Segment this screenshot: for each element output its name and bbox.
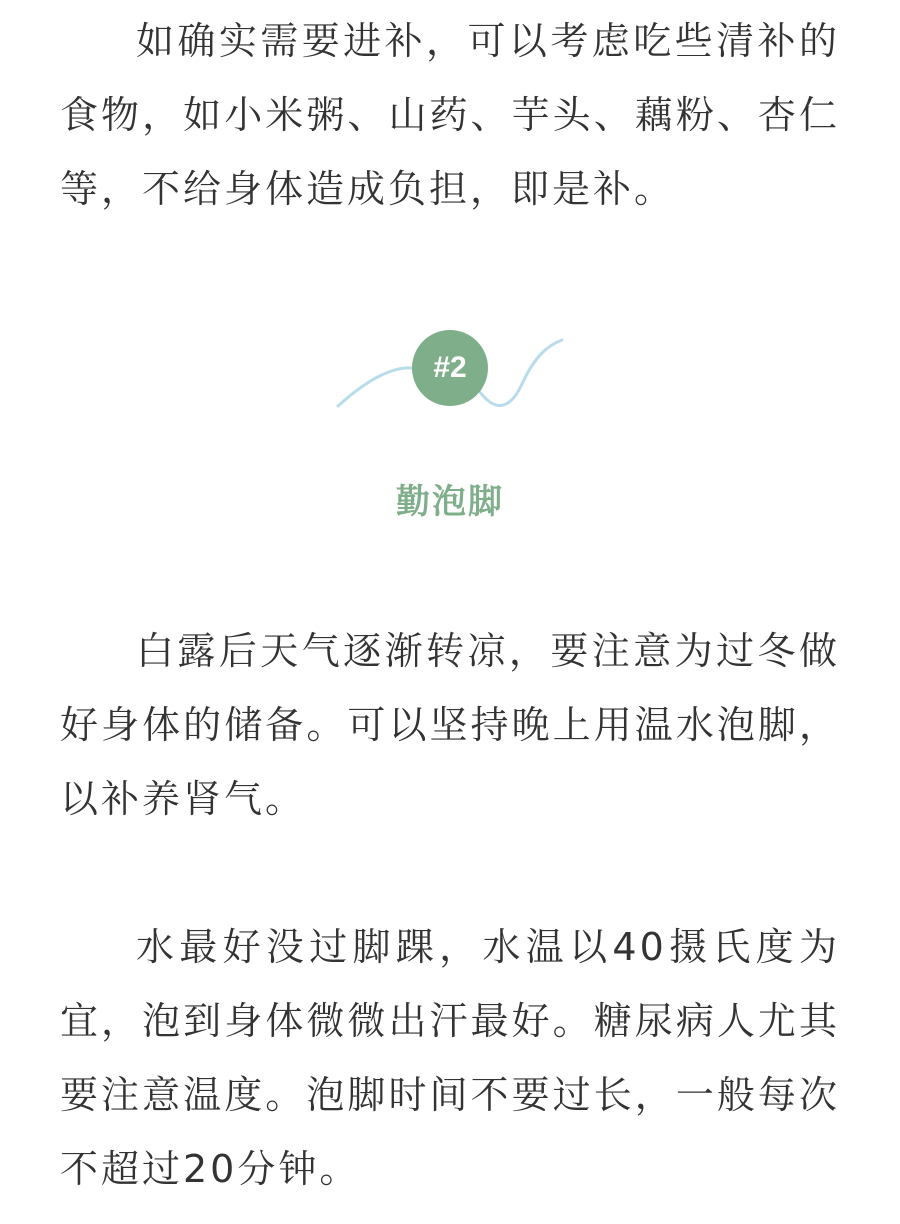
paragraph-foot-soak-tips: 水最好没过脚踝，水温以40摄氏度为宜，泡到身体微微出汗最好。糖尿病人尤其要注意温度。泡脚时间不要过长，一般每次不超过20分钟。 bbox=[60, 925, 840, 1191]
section-number-badge: #2 bbox=[412, 330, 488, 406]
paragraph-foot-soak-intro: 白露后天气逐渐转凉，要注意为过冬做好身体的储备。可以坚持晚上用温水泡脚，以补养肾气。 bbox=[60, 629, 840, 821]
section-title: 勤泡脚 bbox=[396, 482, 504, 522]
paragraph-tonic-foods: 如确实需要进补，可以考虑吃些清补的食物，如小米粥、山药、芋头、藕粉、杏仁等，不给身体造成负担，即是补。 bbox=[60, 19, 840, 211]
